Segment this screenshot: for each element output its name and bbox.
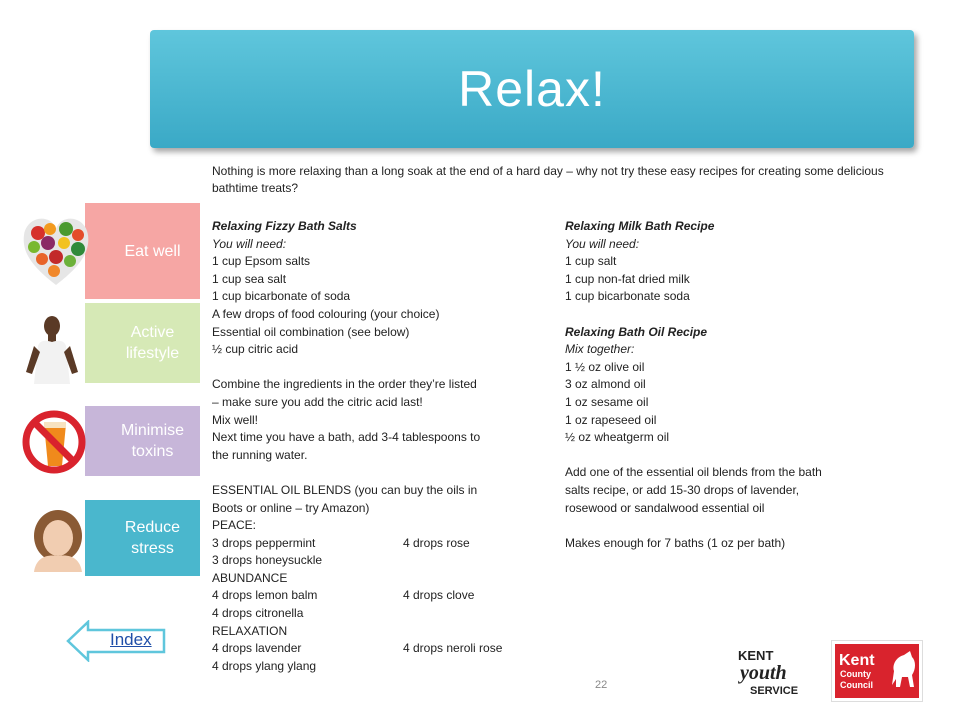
nav-reduce-stress[interactable] [85, 500, 200, 576]
ingredient: 1 ½ oz olive oil [565, 359, 645, 374]
ingredient: Essential oil combination (see below) [212, 324, 410, 339]
method-line: Combine the ingredients in the order they’re listed [212, 377, 477, 392]
logo-text-top: KENT [738, 648, 774, 663]
index-link[interactable]: Index [110, 630, 152, 649]
nav-label: Minimise toxins [120, 422, 185, 460]
blend-item: 4 drops citronella [212, 606, 304, 621]
blend-row [212, 640, 532, 658]
ingredient: 1 cup sea salt [212, 271, 287, 286]
ingredient: ½ cup citric acid [212, 342, 299, 357]
ingredient: 1 cup Epsom salts [212, 254, 311, 269]
makes-line: Makes enough for 7 baths (1 oz per bath) [565, 535, 786, 550]
note-line: salts recipe, or add 15-30 drops of lavender, [565, 482, 800, 497]
fizzy-bath-salts-recipe [212, 218, 532, 675]
blend-row [212, 552, 532, 570]
blend-item: 3 drops peppermint [212, 535, 316, 550]
logo-text-mid: youth [740, 662, 787, 684]
nav-label: Eat well [124, 242, 181, 260]
ingredient: ½ oz wheatgerm oil [565, 430, 670, 445]
ingredient: 3 oz almond oil [565, 377, 646, 392]
blend-item: 4 drops clove [403, 588, 475, 603]
blend-label: RELAXATION [212, 623, 288, 638]
ingredient: 1 cup bicarbonate of soda [212, 289, 351, 304]
ingredient: 1 cup salt [565, 254, 617, 269]
nav-minimise-toxins[interactable] [85, 406, 200, 476]
page-number: 22 [595, 679, 608, 691]
kent-county-council-logo [831, 640, 923, 702]
ingredient: 1 oz rapeseed oil [565, 412, 657, 427]
blend-item: 4 drops lemon balm [212, 588, 318, 603]
ingredient: A few drops of food colouring (your choice) [212, 306, 440, 321]
ingredient: 1 cup non-fat dried milk [565, 271, 690, 286]
method-line: the running water. [212, 447, 308, 462]
blend-item: 3 drops honeysuckle [212, 553, 323, 568]
recipe-heading: Relaxing Bath Oil Recipe [565, 324, 708, 339]
blend-row [212, 658, 532, 676]
note-line: rosewood or sandalwood essential oil [565, 500, 765, 515]
recipe-heading: Relaxing Fizzy Bath Salts [212, 219, 357, 233]
method-line: Next time you have a bath, add 3-4 tablespoons to [212, 430, 481, 445]
method-line: Mix well! [212, 412, 259, 427]
ingredient: 1 oz sesame oil [565, 394, 649, 409]
no-drinking-icon [20, 408, 88, 476]
nav-eat-well[interactable] [85, 203, 200, 299]
intro-text: Nothing is more relaxing than a long soak at the end of a hard day – why not try these easy recipes for creating some delicious bathtime treats? [212, 164, 884, 195]
recipe-subheading: Mix together: [565, 342, 635, 357]
blends-intro: Boots or online – try Amazon) [212, 500, 370, 515]
blend-item: 4 drops lavender [212, 641, 302, 656]
blend-row [212, 605, 532, 623]
nav-active-lifestyle[interactable] [85, 303, 200, 383]
ingredient: 1 cup bicarbonate soda [565, 289, 690, 304]
nav-label: Active lifestyle [125, 324, 180, 362]
logo-text-bottom: SERVICE [750, 685, 799, 697]
recipe-subheading: You will need: [565, 236, 640, 251]
method-line: – make sure you add the citric acid last! [212, 394, 423, 409]
fruit-heart-icon [20, 213, 92, 289]
blend-item: 4 drops ylang ylang [212, 658, 317, 673]
recipe-heading: Relaxing Milk Bath Recipe [565, 219, 715, 233]
blend-item: 4 drops neroli rose [403, 641, 503, 656]
kent-youth-service-logo [736, 646, 806, 698]
blend-row [212, 587, 532, 605]
logo-kent-sub1: County [840, 669, 871, 679]
blends-intro: ESSENTIAL OIL BLENDS (you can buy the oils in [212, 482, 478, 497]
recipe-subheading: You will need: [212, 236, 287, 251]
nav-label: Reduce stress [124, 519, 181, 557]
blend-label: PEACE: [212, 518, 257, 533]
logo-kent-main: Kent [839, 652, 875, 669]
woman-photo-icon [28, 506, 88, 572]
blend-row [212, 535, 532, 553]
milk-and-oil-recipes [565, 218, 885, 552]
blend-item: 4 drops rose [403, 535, 470, 550]
page-title: Relax! [458, 61, 606, 117]
title-banner [150, 30, 914, 148]
blend-label: ABUNDANCE [212, 570, 288, 585]
logo-kent-sub2: Council [840, 680, 873, 690]
athlete-photo-icon [20, 312, 84, 384]
note-line: Add one of the essential oil blends from the bath [565, 465, 822, 480]
